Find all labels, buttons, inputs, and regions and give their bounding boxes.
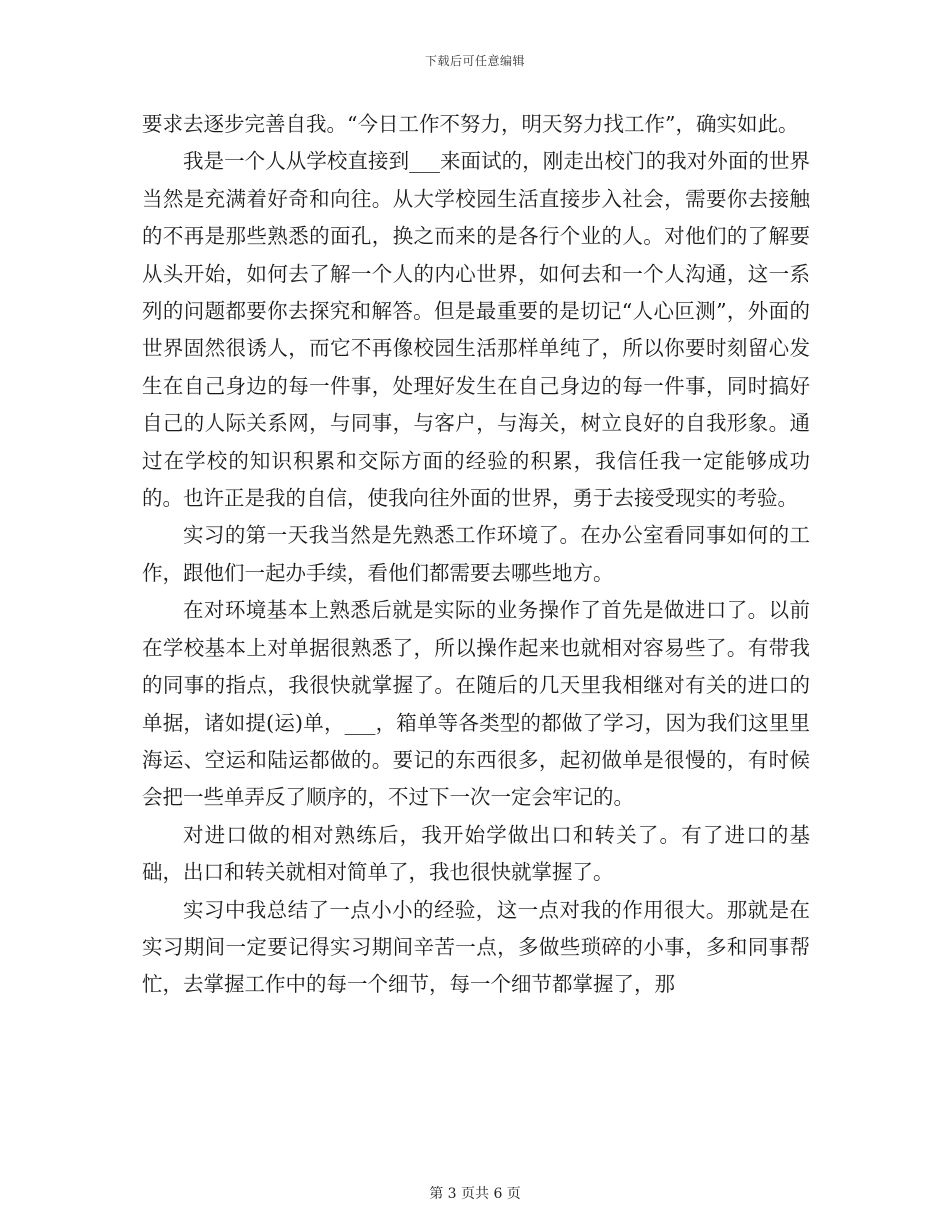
paragraph-export: 对进口做的相对熟练后，我开始学做出口和转关了。有了进口的基础，出口和转关就相对简单了，我也很快就掌握了。 xyxy=(142,822,810,885)
paragraph-continued: 要求去逐步完善自我。“今日工作不努力，明天努力找工作”，确实如此。 xyxy=(142,112,799,136)
paragraph-first-day: 实习的第一天我当然是先熟悉工作环境了。在办公室看同事如何的工作，跟他们一起办手续，看他们都需要去哪些地方。 xyxy=(142,523,810,585)
page-header: 下载后可任意编辑 xyxy=(424,54,525,68)
document-body xyxy=(142,106,810,1004)
page-footer: 第 3 页共 6 页 xyxy=(429,1186,521,1202)
paragraph-experience: 实习中我总结了一点小小的经验，这一点对我的作用很大。那就是在实习期间一定要记得实习期间辛苦一点，多做些琐碎的小事，多和同事帮忙，去掌握工作中的每一个细节，每一个细节都掌握了，那 xyxy=(142,897,810,997)
paragraph-interview: 我是一个人从学校直接到___来面试的，刚走出校门的我对外面的世界当然是充满着好奇和向往。从大学校园生活直接步入社会，需要你去接触的不再是那些熟悉的面孔，换之而来的是各行个业的人。对他们的了解要从头开始，如何去了解一个人的内心世界，如何去和一个人沟通，这一系列的问题都要你去探究和解答。但是最重要的是切记“人心叵测”，外面的世界固然很诱人，而它不再像校园生活那样单纯了，所以你要时刻留心发生在自己身边的每一件事，处理好发生在自己身边的每一件事，同时搞好自己的人际关系网，与同事，与客户，与海关，树立良好的自我形象。通过在学校的知识积累和交际方面的经验的积累，我信任我一定能够成功的。也许正是我的自信，使我向往外面的世界，勇于去接受现实的考验。 xyxy=(142,149,810,511)
paragraph-import: 在对环境基本上熟悉后就是实际的业务操作了首先是做进口了。以前在学校基本上对单据很熟悉了，所以操作起来也就相对容易些了。有带我的同事的指点，我很快就掌握了。在随后的几天里我相继对有关的进口的单据，诸如提(运)单，___，箱单等各类型的都做了学习，因为我们这里里海运、空运和陆运都做的。要记的东西很多，起初做单是很慢的，有时候会把一些单弄反了顺序的，不过下一次一定会牢记的。 xyxy=(142,598,810,810)
